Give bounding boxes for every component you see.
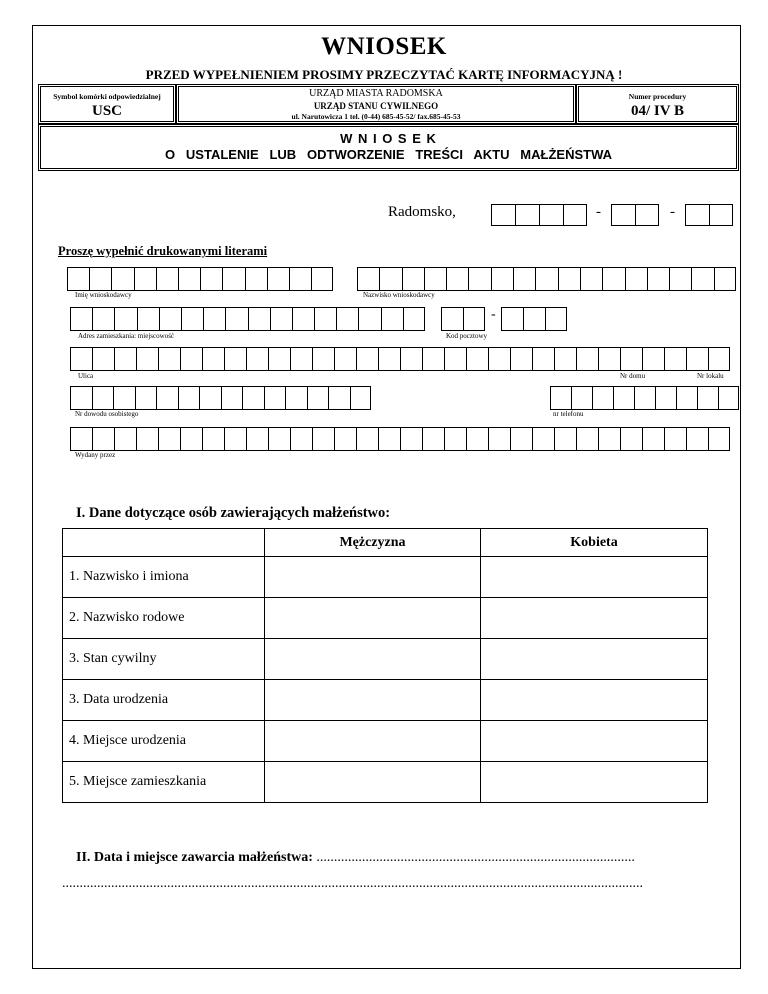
letter-cell[interactable] xyxy=(92,386,114,410)
letter-cell[interactable] xyxy=(70,427,92,451)
letter-cell[interactable] xyxy=(246,427,268,451)
letter-cell[interactable] xyxy=(180,427,202,451)
phone-label: nr telefonu xyxy=(553,410,584,418)
letter-cell[interactable] xyxy=(580,267,602,291)
postal-sep: - xyxy=(491,307,496,322)
letter-cell[interactable] xyxy=(135,386,157,410)
letter-cell[interactable] xyxy=(598,347,620,371)
woman-cell[interactable] xyxy=(481,762,708,803)
letter-cell[interactable] xyxy=(312,427,334,451)
letter-cell[interactable] xyxy=(466,347,488,371)
letter-cell[interactable] xyxy=(159,307,181,331)
letter-cell[interactable] xyxy=(488,347,510,371)
procedure-box xyxy=(576,84,739,124)
table-row xyxy=(63,639,708,680)
woman-cell[interactable] xyxy=(481,721,708,762)
letter-cell[interactable] xyxy=(136,427,158,451)
letter-cell[interactable] xyxy=(550,386,571,410)
office-box xyxy=(176,84,576,124)
man-cell[interactable] xyxy=(265,557,481,598)
letter-cell[interactable] xyxy=(289,267,311,291)
letter-cell[interactable] xyxy=(403,307,425,331)
persons-table xyxy=(62,528,708,803)
letter-cell[interactable] xyxy=(463,307,485,331)
letter-cell[interactable] xyxy=(314,307,336,331)
letter-cell[interactable] xyxy=(491,267,513,291)
letter-cell[interactable] xyxy=(510,427,532,451)
letter-cell[interactable] xyxy=(307,386,329,410)
letter-cell[interactable] xyxy=(158,427,180,451)
section2-line1 xyxy=(76,850,635,866)
letter-cell[interactable] xyxy=(571,386,592,410)
procedure-value: 04/ IV B xyxy=(630,103,685,119)
letter-cell[interactable] xyxy=(246,347,268,371)
letter-cell[interactable] xyxy=(290,427,312,451)
letter-cell[interactable] xyxy=(328,386,350,410)
letter-cell[interactable] xyxy=(270,307,292,331)
letter-cell[interactable] xyxy=(357,267,379,291)
table-row xyxy=(63,721,708,762)
issued-by-label: Wydany przez xyxy=(75,451,116,459)
letter-cell[interactable] xyxy=(554,427,576,451)
row-label: 2. Nazwisko rodowe xyxy=(63,598,265,639)
cell[interactable] xyxy=(539,204,563,226)
letter-cell[interactable] xyxy=(598,427,620,451)
letter-cell[interactable] xyxy=(664,347,686,371)
letter-cell[interactable] xyxy=(510,347,532,371)
letter-cell[interactable] xyxy=(358,307,380,331)
letter-cell[interactable] xyxy=(156,267,178,291)
letter-cell[interactable] xyxy=(634,386,655,410)
date-sep: - xyxy=(670,204,675,220)
man-cell[interactable] xyxy=(265,639,481,680)
letter-cell[interactable] xyxy=(444,347,466,371)
street-cells[interactable] xyxy=(70,347,730,371)
letter-cell[interactable] xyxy=(350,386,372,410)
letter-cell[interactable] xyxy=(468,267,490,291)
col-man: Mężczyzna xyxy=(265,529,481,557)
letter-cell[interactable] xyxy=(686,347,708,371)
letter-cell[interactable] xyxy=(488,427,510,451)
letter-cell[interactable] xyxy=(647,267,669,291)
place-label: Radomsko, xyxy=(388,204,456,220)
letter-cell[interactable] xyxy=(225,307,247,331)
first-name-label: Imię wnioskodawcy xyxy=(75,291,132,299)
letter-cell[interactable] xyxy=(378,347,400,371)
letter-cell[interactable] xyxy=(92,427,114,451)
letter-cell[interactable] xyxy=(70,347,92,371)
letter-cell[interactable] xyxy=(70,386,92,410)
letter-cell[interactable] xyxy=(267,267,289,291)
office-address: ul. Narutowicza 1 tel. (0-44) 685-45-52/ fax.685-45-53 xyxy=(291,112,461,121)
row-label: 1. Nazwisko i imiona xyxy=(63,557,265,598)
city-cells[interactable] xyxy=(70,307,425,331)
letter-cell[interactable] xyxy=(136,347,158,371)
letter-cell[interactable] xyxy=(203,307,225,331)
letter-cell[interactable] xyxy=(714,267,736,291)
table-row xyxy=(63,598,708,639)
section2-dots1[interactable]: ........................................................................................... xyxy=(316,850,635,865)
letter-cell[interactable] xyxy=(248,307,270,331)
letter-cell[interactable] xyxy=(137,307,159,331)
man-cell[interactable] xyxy=(265,598,481,639)
unit-value: USC xyxy=(91,103,122,119)
unit-box xyxy=(38,84,176,124)
letter-cell[interactable] xyxy=(113,386,135,410)
letter-cell[interactable] xyxy=(444,427,466,451)
id-number-label: Nr dowodu osobistego xyxy=(75,410,139,418)
letter-cell[interactable] xyxy=(708,347,730,371)
letter-cell[interactable] xyxy=(625,267,647,291)
cell[interactable] xyxy=(709,204,733,226)
letter-cell[interactable] xyxy=(523,307,545,331)
cell[interactable] xyxy=(515,204,539,226)
letter-cell[interactable] xyxy=(613,386,634,410)
letter-cell[interactable] xyxy=(642,347,664,371)
letter-cell[interactable] xyxy=(114,427,136,451)
man-cell[interactable] xyxy=(265,680,481,721)
cell[interactable] xyxy=(563,204,587,226)
page-title: WNIOSEK xyxy=(321,33,447,60)
letter-cell[interactable] xyxy=(501,307,523,331)
letter-cell[interactable] xyxy=(334,347,356,371)
letter-cell[interactable] xyxy=(200,267,222,291)
letter-cell[interactable] xyxy=(379,267,401,291)
row-label: 3. Data urodzenia xyxy=(63,680,265,721)
letter-cell[interactable] xyxy=(602,267,624,291)
letter-cell[interactable] xyxy=(422,347,444,371)
letter-cell[interactable] xyxy=(178,386,200,410)
letter-cell[interactable] xyxy=(311,267,333,291)
office-sub: URZĄD STANU CYWILNEGO xyxy=(313,101,439,111)
issued-by-cells[interactable] xyxy=(70,427,730,451)
letter-cell[interactable] xyxy=(178,267,200,291)
letter-cell[interactable] xyxy=(708,427,730,451)
woman-cell[interactable] xyxy=(481,598,708,639)
man-cell[interactable] xyxy=(265,762,481,803)
col-woman: Kobieta xyxy=(481,529,708,557)
letter-cell[interactable] xyxy=(422,427,444,451)
letter-cell[interactable] xyxy=(441,307,463,331)
letter-cell[interactable] xyxy=(92,347,114,371)
table-row xyxy=(63,680,708,721)
letter-cell[interactable] xyxy=(558,267,580,291)
flat-no-label: Nr lokalu xyxy=(697,372,724,380)
letter-cell[interactable] xyxy=(655,386,676,410)
letter-cell[interactable] xyxy=(114,347,136,371)
date-sep: - xyxy=(596,204,601,220)
letter-cell[interactable] xyxy=(285,386,307,410)
letter-cell[interactable] xyxy=(89,267,111,291)
letter-cell[interactable] xyxy=(221,386,243,410)
letter-cell[interactable] xyxy=(264,386,286,410)
id-number-cells[interactable] xyxy=(70,386,371,410)
letter-cell[interactable] xyxy=(513,267,535,291)
year-cells[interactable] xyxy=(491,204,587,226)
letter-cell[interactable] xyxy=(334,427,356,451)
letter-cell[interactable] xyxy=(111,267,133,291)
letter-cell[interactable] xyxy=(312,347,334,371)
letter-cell[interactable] xyxy=(268,427,290,451)
letter-cell[interactable] xyxy=(222,267,244,291)
woman-cell[interactable] xyxy=(481,557,708,598)
letter-cell[interactable] xyxy=(400,347,422,371)
table-row xyxy=(63,557,708,598)
form-title-box xyxy=(38,124,739,171)
row-label: 4. Miejsce urodzenia xyxy=(63,721,265,762)
house-no-label: Nr domu xyxy=(620,372,646,380)
letter-cell[interactable] xyxy=(545,307,567,331)
row-label: 5. Miejsce zamieszkania xyxy=(63,762,265,803)
letter-cell[interactable] xyxy=(576,427,598,451)
form-title-line1: W N I O S E K xyxy=(340,131,437,146)
letter-cell[interactable] xyxy=(242,386,264,410)
section2-dots2[interactable]: ...................................................................................................................................................................... xyxy=(62,876,643,891)
postal-cells-2[interactable] xyxy=(501,307,567,331)
letter-cell[interactable] xyxy=(202,347,224,371)
letter-cell[interactable] xyxy=(535,267,557,291)
last-name-label: Nazwisko wnioskodawcy xyxy=(363,291,435,299)
cell[interactable] xyxy=(685,204,709,226)
letter-cell[interactable] xyxy=(224,347,246,371)
letter-cell[interactable] xyxy=(268,347,290,371)
table-header-row xyxy=(63,529,708,557)
letter-cell[interactable] xyxy=(381,307,403,331)
section2-heading: II. Data i miejsce zawarcia małżeństwa: xyxy=(76,850,313,865)
letter-cell[interactable] xyxy=(356,347,378,371)
section1-heading: I. Dane dotyczące osób zawierających małżeństwo: xyxy=(76,505,391,521)
letter-cell[interactable] xyxy=(424,267,446,291)
row-label: 3. Stan cywilny xyxy=(63,639,265,680)
letter-cell[interactable] xyxy=(114,307,136,331)
letter-cell[interactable] xyxy=(67,267,89,291)
table-header-empty xyxy=(63,529,265,557)
letter-cell[interactable] xyxy=(292,307,314,331)
postal-label: Kod pocztowy xyxy=(446,332,488,340)
letter-cell[interactable] xyxy=(718,386,739,410)
cell[interactable] xyxy=(635,204,659,226)
letter-cell[interactable] xyxy=(70,307,92,331)
letter-cell[interactable] xyxy=(664,427,686,451)
cell[interactable] xyxy=(611,204,635,226)
letter-cell[interactable] xyxy=(446,267,468,291)
procedure-label: Numer procedury xyxy=(628,92,687,101)
form-title-line2: O USTALENIE LUB ODTWORZENIE TREŚCI AKTU MAŁŻEŃSTWA xyxy=(164,147,613,162)
letter-cell[interactable] xyxy=(158,347,180,371)
first-name-cells[interactable] xyxy=(67,267,333,291)
table-row xyxy=(63,762,708,803)
letter-cell[interactable] xyxy=(554,347,576,371)
month-cells[interactable] xyxy=(611,204,659,226)
unit-label: Symbol komórki odpowiedzialnej xyxy=(53,92,161,101)
letter-cell[interactable] xyxy=(245,267,267,291)
letter-cell[interactable] xyxy=(686,427,708,451)
woman-cell[interactable] xyxy=(481,639,708,680)
letter-cell[interactable] xyxy=(592,386,613,410)
letter-cell[interactable] xyxy=(290,347,312,371)
letter-cell[interactable] xyxy=(156,386,178,410)
letter-cell[interactable] xyxy=(202,427,224,451)
last-name-cells[interactable] xyxy=(357,267,736,291)
office-name: URZĄD MIASTA RADOMSKA xyxy=(309,88,443,99)
letter-cell[interactable] xyxy=(697,386,718,410)
letter-cell[interactable] xyxy=(620,347,642,371)
letter-cell[interactable] xyxy=(532,347,554,371)
notice-text: PRZED WYPEŁNIENIEM PROSIMY PRZECZYTAĆ KARTĘ INFORMACYJNĄ ! xyxy=(145,67,623,82)
letter-cell[interactable] xyxy=(576,347,598,371)
city-label: Adres zamieszkania: miejscowość xyxy=(78,332,175,340)
woman-cell[interactable] xyxy=(481,680,708,721)
letter-cell[interactable] xyxy=(400,427,422,451)
letter-cell[interactable] xyxy=(691,267,713,291)
letter-cell[interactable] xyxy=(466,427,488,451)
letter-cell[interactable] xyxy=(134,267,156,291)
letter-cell[interactable] xyxy=(181,307,203,331)
letter-cell[interactable] xyxy=(620,427,642,451)
letter-cell[interactable] xyxy=(356,427,378,451)
day-cells[interactable] xyxy=(685,204,733,226)
letter-cell[interactable] xyxy=(642,427,664,451)
man-cell[interactable] xyxy=(265,721,481,762)
postal-cells-1[interactable] xyxy=(441,307,485,331)
letter-cell[interactable] xyxy=(224,427,246,451)
street-label: Ulica xyxy=(78,372,94,380)
instruction: Proszę wypełnić drukowanymi literami xyxy=(58,244,268,258)
letter-cell[interactable] xyxy=(180,347,202,371)
letter-cell[interactable] xyxy=(669,267,691,291)
letter-cell[interactable] xyxy=(92,307,114,331)
letter-cell[interactable] xyxy=(378,427,400,451)
letter-cell[interactable] xyxy=(402,267,424,291)
phone-cells[interactable] xyxy=(550,386,739,410)
letter-cell[interactable] xyxy=(532,427,554,451)
letter-cell[interactable] xyxy=(199,386,221,410)
letter-cell[interactable] xyxy=(676,386,697,410)
cell[interactable] xyxy=(491,204,515,226)
letter-cell[interactable] xyxy=(336,307,358,331)
